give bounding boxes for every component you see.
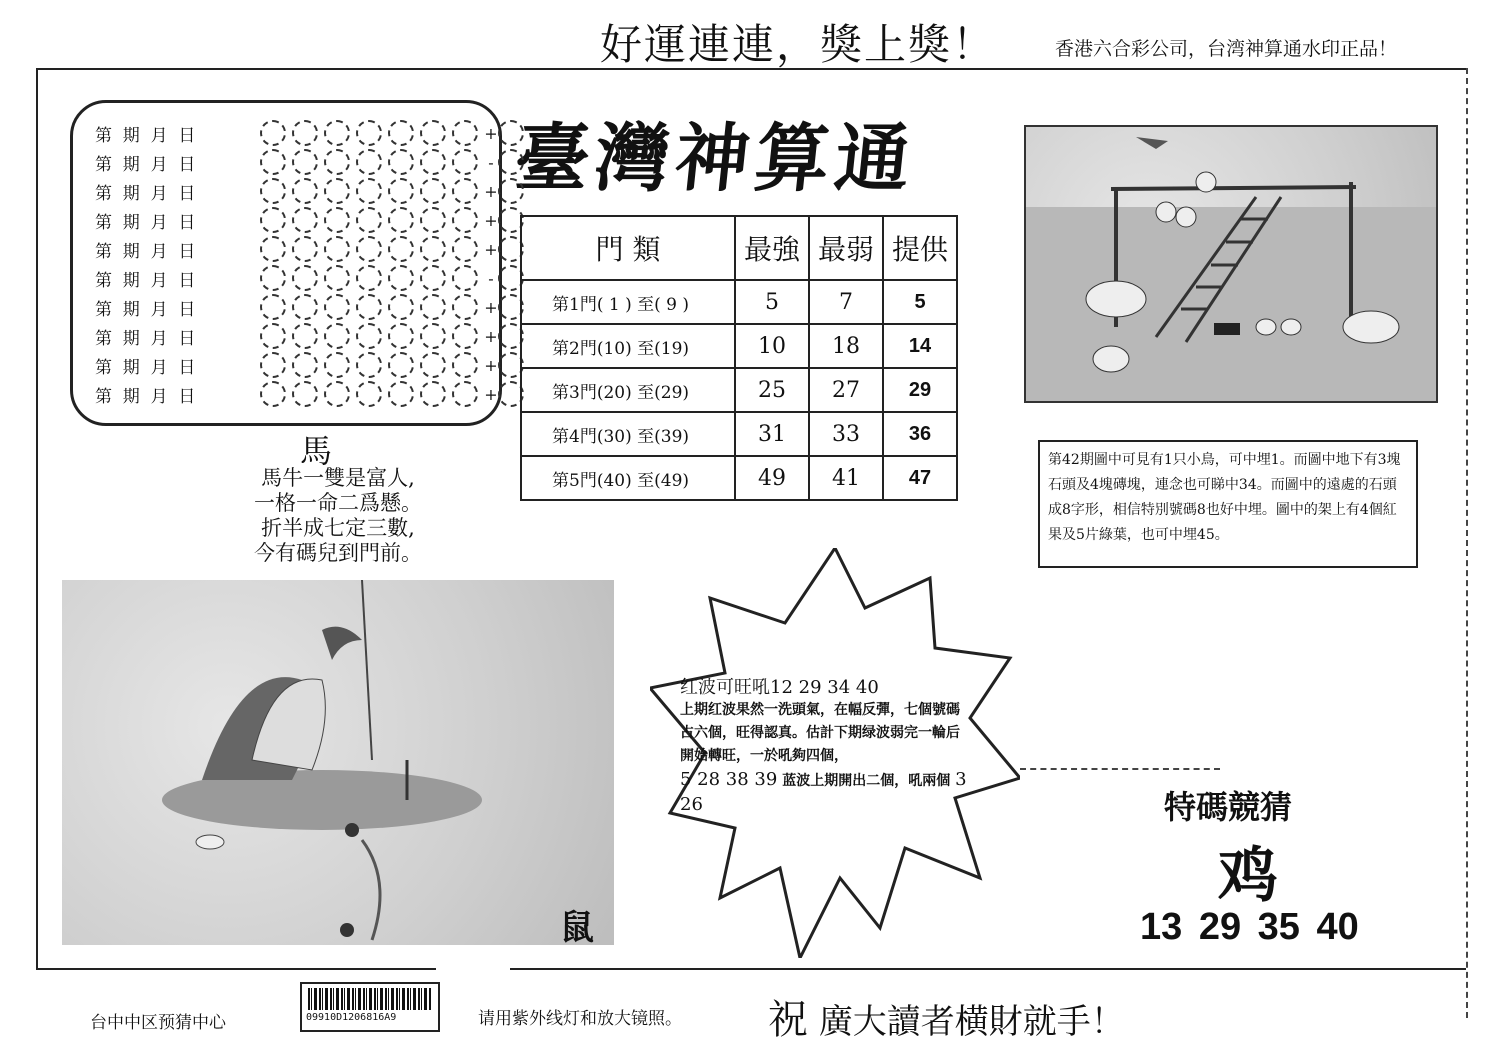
record-special-ball: [498, 178, 524, 204]
strong-cell: 5: [735, 280, 809, 324]
record-box: [70, 100, 502, 426]
strong-cell: 10: [735, 324, 809, 368]
record-ball: [324, 236, 350, 262]
record-ball: [388, 236, 414, 262]
bottom-rule-right: [510, 968, 1466, 970]
record-ball: [452, 294, 478, 320]
header-weak: 最弱: [809, 216, 883, 280]
record-row: [95, 380, 530, 408]
door-cell: 第4門(30) 至(39): [521, 412, 735, 456]
record-row: [95, 351, 530, 379]
door-cell: 第2門(10) 至(19): [521, 324, 735, 368]
record-ball: [452, 178, 478, 204]
record-ball: [356, 120, 382, 146]
poem-title: 馬: [300, 432, 333, 470]
footer-right-text: 廣大讀者横財就手！: [818, 1002, 1125, 1042]
picture-note: 第42期圖中可見有1只小鳥，可中埋1。而圖中地下有3塊石頭及4塊磚塊，連念也可睇中34。而圖中的遠處的石頭成8字形，相信特別號碼8也好中埋。圖中的架上有4個紅果及5片綠葉，也可中埋45。: [1038, 440, 1418, 568]
poem-line: 今有碼兒到門前。: [254, 541, 422, 565]
poem-line: 一格一命二爲懸。: [254, 491, 422, 515]
door-cell: 第1門( 1 ) 至( 9 ): [521, 280, 735, 324]
rabbits-illustration: [1026, 127, 1436, 401]
record-sign: +: [484, 123, 498, 143]
record-ball: [452, 381, 478, 407]
record-ball: [356, 178, 382, 204]
door-cell: 第3門(20) 至(29): [521, 368, 735, 412]
record-ball: [356, 323, 382, 349]
footer-left: 台中中区预猜中心: [90, 1013, 226, 1033]
record-ball: [292, 294, 318, 320]
record-ball: [452, 323, 478, 349]
record-ball: [420, 381, 446, 407]
record-ball: [420, 265, 446, 291]
record-ball: [388, 178, 414, 204]
record-sign: +: [484, 384, 498, 404]
star-body-1: 上期红波果然一洗頭氣，在幅反彈，七個號碼占六個，旺得認真。估計下期绿波弱完一輪后開始轉旺，一於吼夠四個，: [680, 702, 960, 764]
record-ball: [452, 352, 478, 378]
main-title: 臺灣神算通: [510, 116, 920, 202]
record-ball: [324, 323, 350, 349]
record-ball: [260, 149, 286, 175]
star-text: [680, 676, 970, 818]
record-row: [95, 264, 530, 292]
record-ball: [452, 265, 478, 291]
guess-zodiac: 鸡: [1218, 841, 1278, 911]
strong-cell: 31: [735, 412, 809, 456]
weak-cell: 27: [809, 368, 883, 412]
provide-cell: 47: [883, 456, 957, 500]
record-ball: [356, 149, 382, 175]
top-slogan: 好運連連，獎上獎！: [600, 20, 997, 69]
record-sign: +: [484, 326, 498, 346]
guess-title: 特碼競猜: [1164, 788, 1293, 826]
record-ball: [324, 149, 350, 175]
weak-cell: 41: [809, 456, 883, 500]
dogs-illustration: [62, 580, 614, 945]
record-ball: [324, 294, 350, 320]
record-label: 第 期 月 日: [95, 241, 196, 262]
dogs-picture: [62, 580, 614, 945]
barcode-bars: [308, 988, 432, 1010]
record-ball: [388, 120, 414, 146]
top-right-note: 香港六合彩公司，台湾神算通水印正品！: [1055, 38, 1398, 60]
table-row: [521, 456, 957, 500]
record-row: [95, 148, 530, 176]
record-ball: [356, 381, 382, 407]
barcode-number: 09910D1206816A9: [306, 1012, 397, 1023]
guess-numbers: 13 29 35 40: [1140, 906, 1359, 948]
record-sign: +: [484, 355, 498, 375]
record-label: 第 期 月 日: [95, 125, 196, 146]
record-row: [95, 322, 530, 350]
record-ball: [420, 352, 446, 378]
record-special-ball: [498, 149, 524, 175]
record-sign: -: [488, 152, 494, 172]
record-ball: [356, 294, 382, 320]
record-label: 第 期 月 日: [95, 154, 196, 175]
record-ball: [292, 352, 318, 378]
record-ball: [324, 352, 350, 378]
record-label: 第 期 月 日: [95, 183, 196, 204]
record-ball: [292, 120, 318, 146]
provide-cell: 14: [883, 324, 957, 368]
record-label: 第 期 月 日: [95, 299, 196, 320]
door-cell: 第5門(40) 至(49): [521, 456, 735, 500]
record-ball: [388, 352, 414, 378]
record-ball: [452, 236, 478, 262]
header-provide: 提供: [883, 216, 957, 280]
record-label: 第 期 月 日: [95, 328, 196, 349]
record-ball: [388, 381, 414, 407]
record-row: [95, 119, 530, 147]
poem: [228, 466, 448, 566]
strong-cell: 49: [735, 456, 809, 500]
record-ball: [420, 294, 446, 320]
record-ball: [388, 294, 414, 320]
record-ball: [356, 236, 382, 262]
record-ball: [260, 265, 286, 291]
poem-line: 馬牛一雙是富人,: [261, 466, 415, 490]
table-row: [521, 280, 957, 324]
record-ball: [324, 207, 350, 233]
record-ball: [292, 381, 318, 407]
record-ball: [292, 236, 318, 262]
header-strong: 最強: [735, 216, 809, 280]
strong-cell: 25: [735, 368, 809, 412]
table-row: [521, 368, 957, 412]
record-sign: -: [488, 268, 494, 288]
record-sign: +: [484, 239, 498, 259]
table-row: [521, 412, 957, 456]
record-ball: [324, 381, 350, 407]
record-ball: [388, 323, 414, 349]
record-ball: [260, 323, 286, 349]
record-row: [95, 293, 530, 321]
record-ball: [356, 265, 382, 291]
record-sign: +: [484, 297, 498, 317]
record-ball: [324, 178, 350, 204]
record-label: 第 期 月 日: [95, 212, 196, 233]
record-ball: [388, 265, 414, 291]
record-ball: [260, 178, 286, 204]
star-body-2: 蓝波上期開出二個，吼兩個: [782, 773, 951, 789]
record-sign: +: [484, 210, 498, 230]
weak-cell: 18: [809, 324, 883, 368]
dash-line: [1020, 768, 1220, 770]
record-row: [95, 177, 530, 205]
record-ball: [260, 236, 286, 262]
record-ball: [420, 149, 446, 175]
record-ball: [324, 265, 350, 291]
bottom-rule-left: [36, 968, 436, 970]
record-label: 第 期 月 日: [95, 357, 196, 378]
record-ball: [292, 149, 318, 175]
record-ball: [292, 207, 318, 233]
footer-right: [768, 988, 1125, 1045]
provide-cell: 5: [883, 280, 957, 324]
record-ball: [420, 323, 446, 349]
record-special-ball: [498, 120, 524, 146]
record-ball: [452, 149, 478, 175]
barcode: [300, 982, 440, 1032]
record-ball: [452, 207, 478, 233]
provide-cell: 36: [883, 412, 957, 456]
record-ball: [292, 178, 318, 204]
record-row: [95, 235, 530, 263]
record-ball: [420, 120, 446, 146]
header-door: 門 類: [521, 216, 735, 280]
record-ball: [292, 323, 318, 349]
record-ball: [292, 265, 318, 291]
number-table: [520, 215, 958, 501]
record-ball: [260, 120, 286, 146]
record-ball: [420, 236, 446, 262]
corner-zodiac: 鼠: [560, 908, 594, 948]
star-headline: 红波可旺吼12 29 34 40: [680, 677, 879, 698]
table-row: [521, 324, 957, 368]
star-numbers-2: 3 26: [680, 769, 967, 815]
record-ball: [260, 352, 286, 378]
table-header-row: [521, 216, 957, 280]
record-ball: [356, 207, 382, 233]
poem-line: 折半成七定三數,: [261, 516, 415, 540]
record-ball: [260, 381, 286, 407]
rabbits-picture: [1024, 125, 1438, 403]
record-ball: [452, 120, 478, 146]
record-ball: [260, 294, 286, 320]
record-ball: [388, 149, 414, 175]
record-row: [95, 206, 530, 234]
record-label: 第 期 月 日: [95, 270, 196, 291]
star-numbers-1: 5 28 38 39: [680, 769, 778, 790]
footer-middle: 请用紫外线灯和放大镜照。: [478, 1009, 682, 1029]
record-ball: [260, 207, 286, 233]
record-label: 第 期 月 日: [95, 386, 196, 407]
record-ball: [324, 120, 350, 146]
record-ball: [388, 207, 414, 233]
record-ball: [420, 207, 446, 233]
record-ball: [420, 178, 446, 204]
provide-cell: 29: [883, 368, 957, 412]
record-ball: [356, 352, 382, 378]
right-dashed-border: [1466, 68, 1468, 1018]
weak-cell: 33: [809, 412, 883, 456]
weak-cell: 7: [809, 280, 883, 324]
record-sign: +: [484, 181, 498, 201]
footer-right-big: 祝: [768, 997, 808, 1043]
